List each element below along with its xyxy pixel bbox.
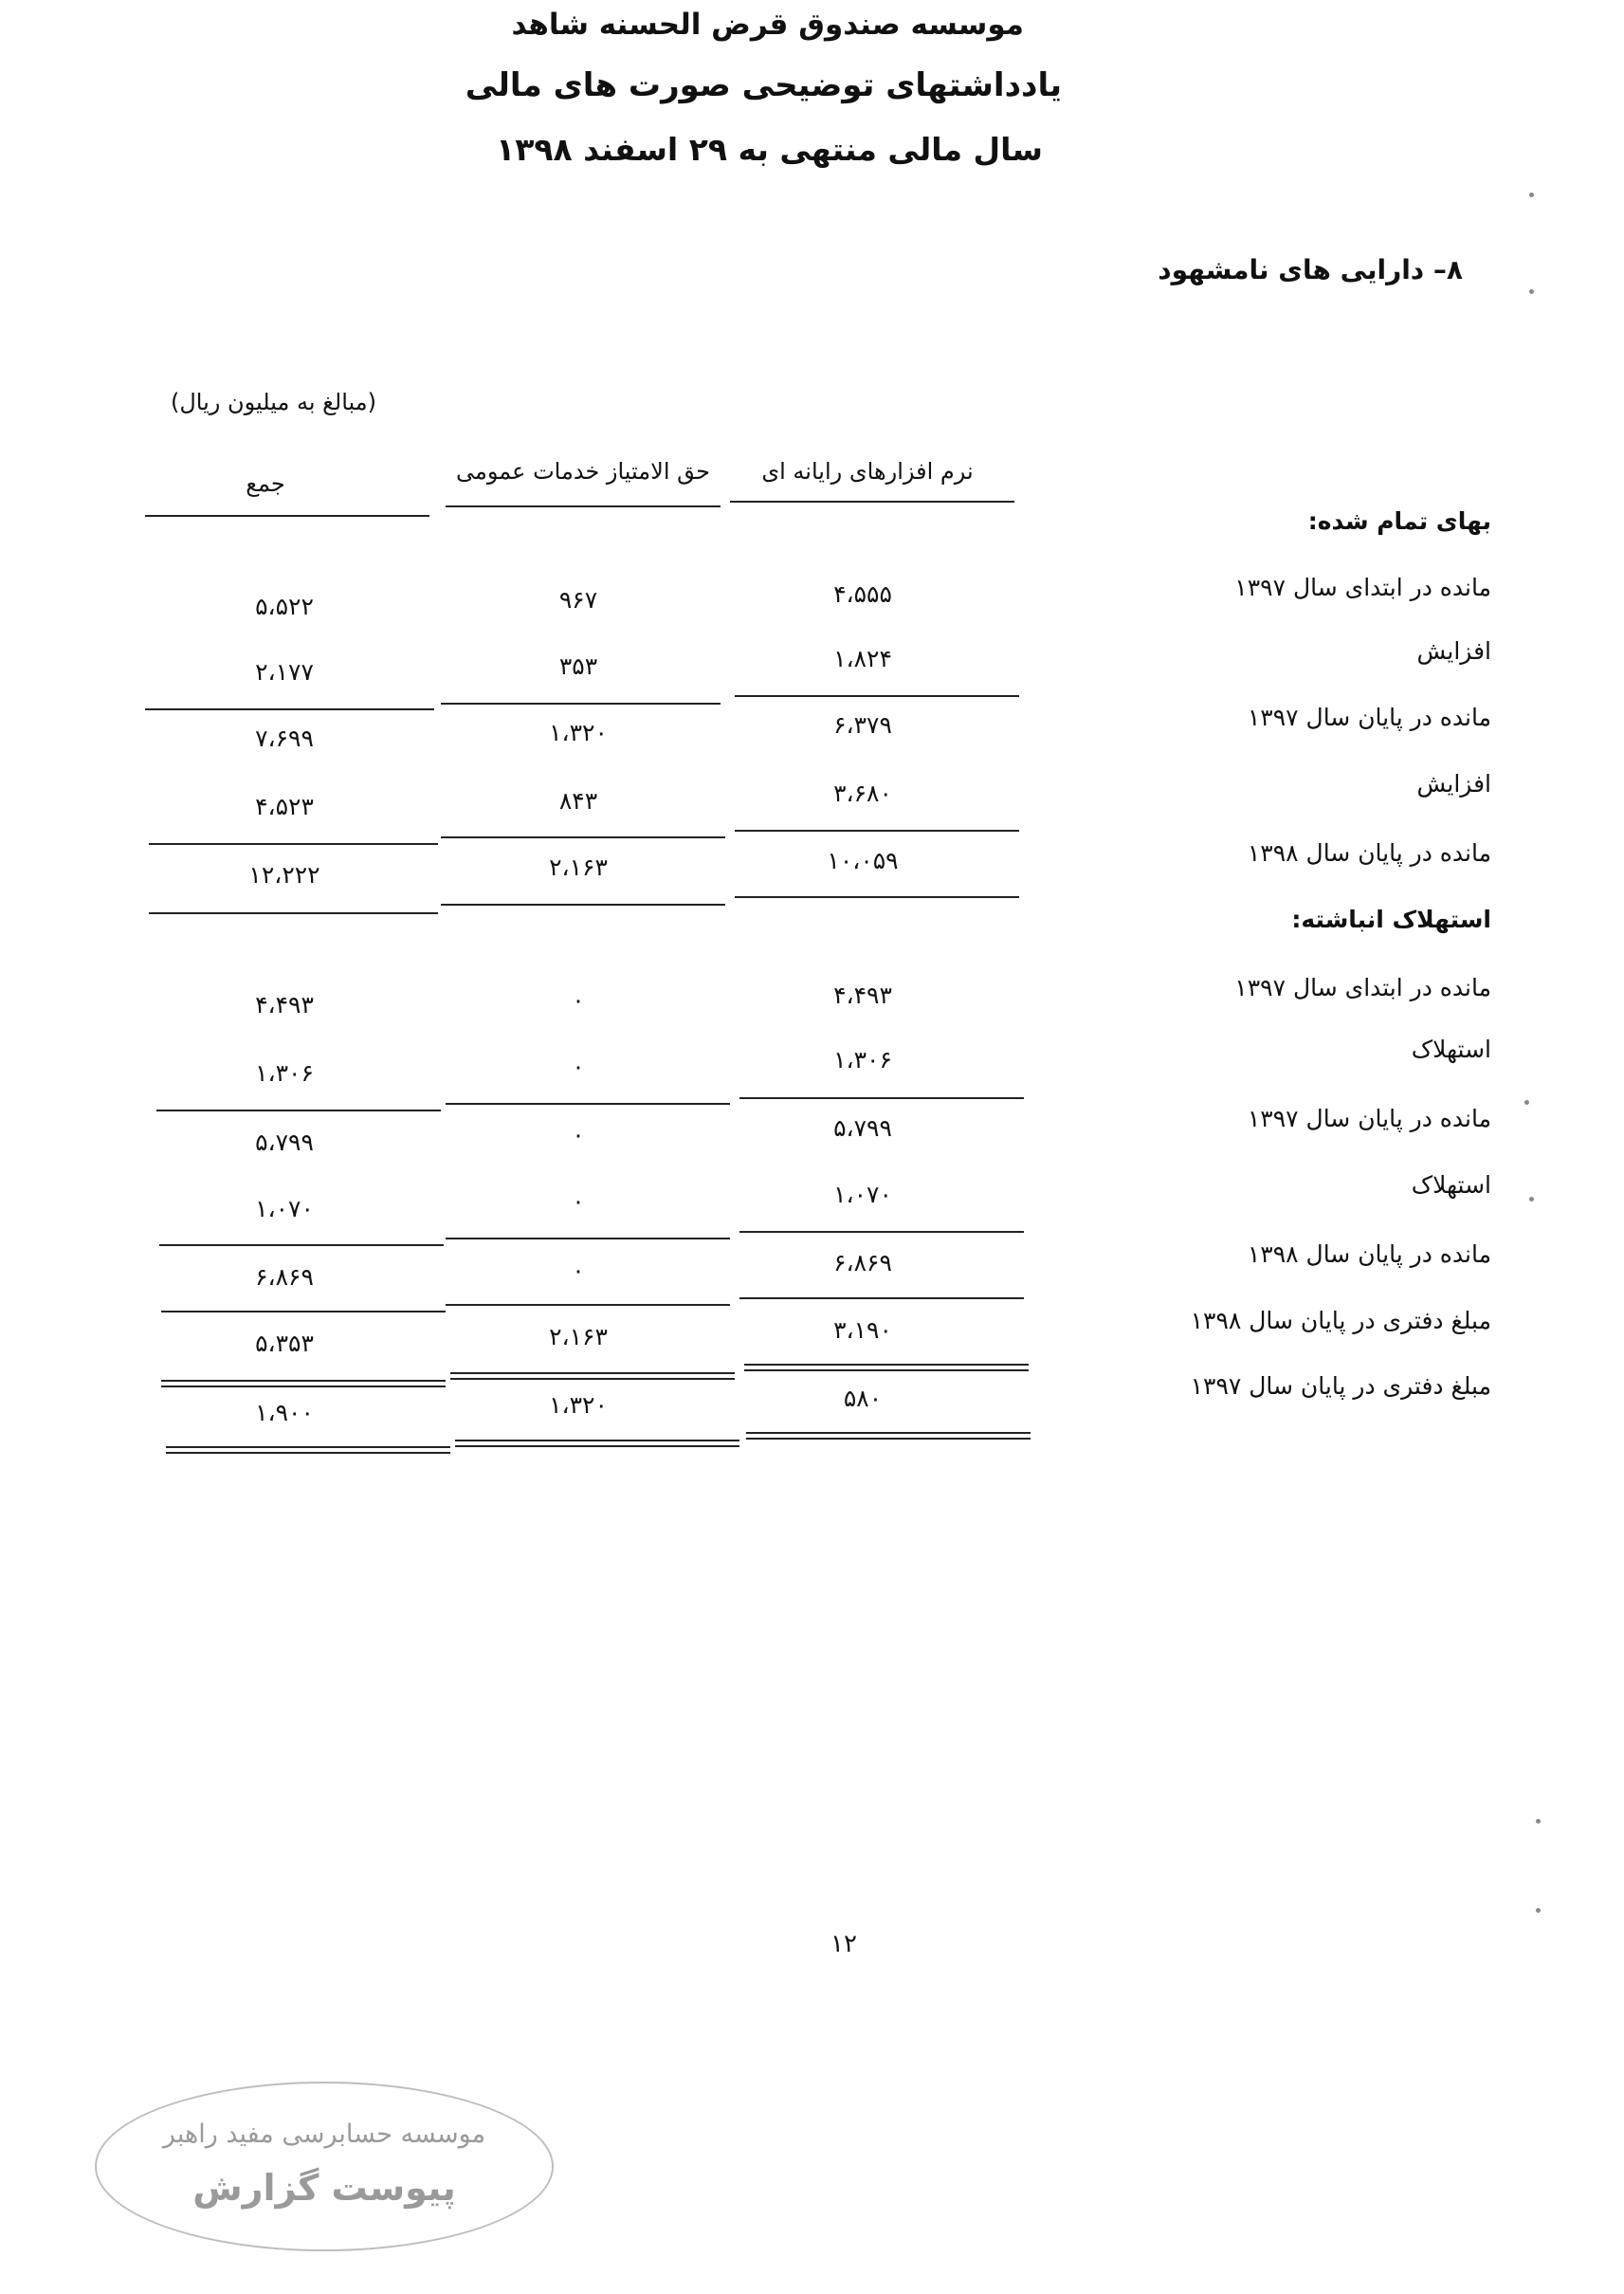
cost-heading: بهای تمام شده: (1307, 507, 1491, 535)
rule-license (446, 1103, 730, 1105)
cell-software: ۱۰،۰۵۹ (827, 847, 899, 874)
rule-total (159, 1244, 444, 1246)
scan-speck (1529, 289, 1534, 294)
cell-license: ۰ (572, 986, 585, 1014)
row-label: استهلاک (1411, 1036, 1491, 1063)
page-number: ۱۲ (830, 1930, 857, 1958)
double-rule-software (744, 1364, 1029, 1371)
rule-license (441, 836, 725, 838)
cell-software: ۱،۸۲۴ (833, 645, 892, 672)
rule-total (161, 1311, 446, 1312)
rule-software (739, 1097, 1024, 1099)
double-rule-license (450, 1372, 735, 1380)
rule-license (441, 703, 721, 705)
cell-license: ۱،۳۲۰ (549, 719, 608, 746)
double-rule-license (455, 1440, 739, 1447)
row-label: افزایش (1416, 637, 1491, 665)
cell-total: ۱،۰۷۰ (255, 1195, 314, 1222)
cell-software: ۶،۸۶۹ (833, 1249, 892, 1276)
double-rule-software (746, 1432, 1031, 1440)
cell-license: ۰ (572, 1053, 585, 1080)
rule-license (441, 904, 725, 906)
cell-total: ۴،۵۲۳ (255, 793, 314, 820)
scan-speck (1536, 1908, 1541, 1913)
cell-license: ۲،۱۶۳ (549, 853, 608, 881)
row-label: مانده در پایان سال ۱۳۹۷ (1247, 704, 1491, 731)
rule-total (145, 708, 434, 710)
rule-total (149, 843, 438, 845)
cell-license: ۹۶۷ (558, 586, 598, 614)
cell-total: ۵،۳۵۳ (255, 1330, 314, 1357)
company-name: موسسه صندوق قرض الحسنه شاهد (511, 8, 1024, 42)
section-title: ۸– دارایی های نامشهود (1158, 254, 1463, 285)
cell-total: ۵،۵۲۲ (255, 593, 314, 620)
cell-software: ۵۸۰ (843, 1385, 883, 1412)
cell-license: ۳۵۳ (558, 652, 598, 680)
col-header-software: نرم افزارهای رایانه ای (761, 458, 974, 485)
cell-software: ۴،۵۵۵ (833, 580, 892, 608)
cell-total: ۴،۴۹۳ (255, 991, 314, 1019)
col-header-license: حق الامتیاز خدمات عمومی (456, 458, 710, 485)
cell-total: ۷،۶۹۹ (255, 725, 314, 752)
col-header-total: جمع (246, 470, 285, 497)
stamp-label: پیوست گزارش (192, 2167, 456, 2209)
rule-software (735, 830, 1019, 832)
scan-speck (1529, 193, 1534, 197)
cell-total: ۵،۷۹۹ (255, 1129, 314, 1156)
scan-speck (1536, 1819, 1541, 1824)
rule-software (739, 1297, 1024, 1299)
col-underline-license (446, 505, 721, 507)
scan-speck (1529, 1197, 1534, 1202)
row-label: مانده در ابتدای سال ۱۳۹۷ (1234, 974, 1491, 1001)
unit-note: (مبالغ به میلیون ریال) (171, 389, 376, 415)
cell-license: ۰ (572, 1257, 585, 1284)
rule-license (446, 1304, 730, 1306)
rule-total (156, 1110, 441, 1111)
double-rule-total (161, 1380, 446, 1387)
cell-software: ۴،۴۹۳ (833, 982, 892, 1009)
cell-total: ۱،۹۰۰ (255, 1399, 314, 1426)
cell-license: ۸۴۳ (558, 787, 598, 815)
row-label: مانده در ابتدای سال ۱۳۹۷ (1234, 574, 1491, 601)
auditor-stamp (95, 2082, 554, 2251)
cell-total: ۲،۱۷۷ (255, 658, 314, 686)
row-label: استهلاک (1411, 1171, 1491, 1199)
cell-license: ۰ (572, 1121, 585, 1148)
cell-total: ۱۲،۲۲۲ (248, 861, 320, 889)
cell-license: ۰ (572, 1187, 585, 1215)
col-underline-software (730, 501, 1014, 503)
cell-software: ۳،۶۸۰ (833, 780, 892, 807)
report-title: یادداشتهای توضیحی صورت های مالی (465, 66, 1062, 104)
row-label: مانده در پایان سال ۱۳۹۷ (1247, 1105, 1491, 1132)
double-rule-total (166, 1446, 450, 1454)
rule-total (149, 912, 438, 914)
row-label: مبلغ دفتری در پایان سال ۱۳۹۷ (1190, 1372, 1491, 1400)
cell-software: ۱،۰۷۰ (833, 1181, 892, 1208)
rule-license (446, 1238, 730, 1239)
cell-total: ۶،۸۶۹ (255, 1263, 314, 1291)
cell-license: ۱،۳۲۰ (549, 1391, 608, 1419)
cell-total: ۱،۳۰۶ (255, 1059, 314, 1087)
fiscal-period: سال مالی منتهی به ۲۹ اسفند ۱۳۹۸ (496, 131, 1043, 168)
cell-license: ۲،۱۶۳ (549, 1323, 608, 1350)
row-label: مانده در پایان سال ۱۳۹۸ (1247, 839, 1491, 867)
row-label: افزایش (1416, 770, 1491, 798)
row-label: مانده در پایان سال ۱۳۹۸ (1247, 1240, 1491, 1268)
row-label: مبلغ دفتری در پایان سال ۱۳۹۸ (1190, 1307, 1491, 1334)
cell-software: ۶،۳۷۹ (833, 711, 892, 739)
col-underline-total (145, 515, 429, 517)
stamp-firm-name: موسسه حسابرسی مفید راهبر (162, 2120, 486, 2149)
cell-software: ۳،۱۹۰ (833, 1316, 892, 1344)
cell-software: ۵،۷۹۹ (833, 1114, 892, 1142)
rule-software (735, 695, 1019, 697)
rule-software (739, 1231, 1024, 1233)
cell-software: ۱،۳۰۶ (833, 1046, 892, 1074)
amort-heading: استهلاک انباشته: (1291, 906, 1491, 933)
rule-software (735, 896, 1019, 898)
scan-speck (1524, 1100, 1529, 1105)
